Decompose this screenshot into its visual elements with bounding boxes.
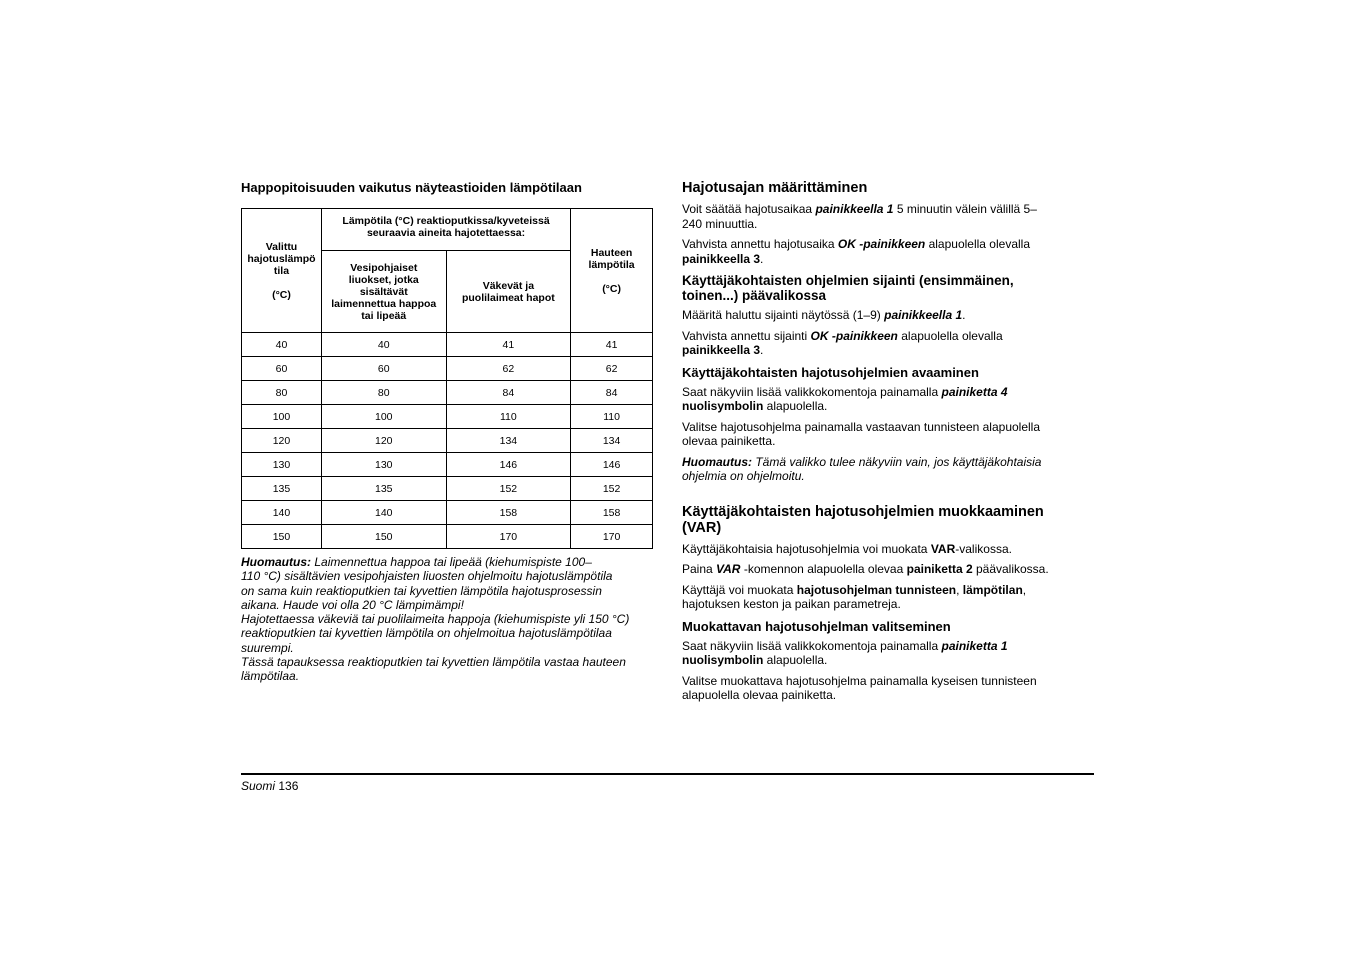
header-bath-temp: Hauteen lämpötila (°C)	[571, 209, 653, 333]
table-note: Huomautus: Laimennettua happoa tai lipeää (kiehumispiste 100– 110 °C) sisältävien vesipohjaisten liuosten ohjelmoitu hajotuslämpötila on sama kuin reaktioputkien tai kyvettien lämpötila hajotusprosessin aikana. Haude voi olla 20 °C lämpimämpi! Hajotettaessa väkeviä tai puolilaimeita happoja (kiehumispiste yli 150 °C) reaktioputkien tai kyvettien lämpötila on ohjelmoitua hajotuslämpötilaa suurempi. Tässä tapauksessa reaktioputkien tai kyvettien lämpötila vastaa hauteen lämpötilaa.	[241, 555, 630, 684]
paragraph: Saat näkyviin lisää valikkokomentoja painamalla painiketta 4 nuolisymbolin alapuolella.	[682, 384, 1008, 413]
section-title-open-programs: Käyttäjäkohtaisten hajotusohjelmien avaaminen	[682, 364, 979, 380]
footer-rule	[241, 773, 1094, 775]
section-title-digestion-time: Hajotusajan määrittäminen	[682, 180, 868, 196]
paragraph: Voit säätää hajotusaikaa painikkeella 1 5 minuutin välein välillä 5– 240 minuuttia.	[682, 202, 1037, 231]
table-row: 135 135 152 152	[242, 477, 653, 501]
paragraph: Määritä haluttu sijainti näytössä (1–9) painikkeella 1.	[682, 308, 966, 322]
paragraph: Käyttäjäkohtaisia hajotusohjelmia voi muokata VAR-valikossa.	[682, 541, 1012, 556]
page-number: 136	[278, 779, 299, 793]
table-row: 130 130 146 146	[242, 453, 653, 477]
table-row: 100 100 110 110	[242, 405, 653, 429]
header-selected-temp: Valittu hajotuslämpö tila (°C)	[242, 209, 322, 333]
footer-language: Suomi	[241, 779, 276, 793]
paragraph: Saat näkyviin lisää valikkokomentoja painamalla painiketta 1 nuolisymbolin alapuolella.	[682, 638, 1008, 667]
temperature-table	[241, 208, 653, 549]
note-paragraph: Huomautus: Tämä valikko tulee näkyviin vain, jos käyttäjäkohtaisia ohjelmia on ohjelmoitu.	[682, 454, 1042, 483]
paragraph: Paina VAR -komennon alapuolella olevaa painiketta 2 päävalikossa.	[682, 562, 1049, 576]
table-row: 80 80 84 84	[242, 381, 653, 405]
table-row: 60 60 62 62	[242, 357, 653, 381]
table-row: 40 40 41 41	[242, 333, 653, 357]
header-group: Lämpötila (°C) reaktioputkissa/kyveteissä seuraavia aineita hajotettaessa:	[321, 209, 570, 251]
table-row: 140 140 158 158	[242, 501, 653, 525]
right-column	[682, 180, 1087, 709]
table-row: 150 150 170 170	[242, 525, 653, 549]
header-water-based: Vesipohjaiset liuokset, jotka sisältävät laimennettua happoa tai lipeää	[321, 251, 446, 333]
section-title-select-program: Muokattavan hajotusohjelman valitseminen	[682, 618, 951, 634]
paragraph: Vahvista annettu sijainti OK -painikkeen alapuolella olevalla painikkeella 3.	[682, 328, 1003, 357]
table-title: Happopitoisuuden vaikutus näyteastioiden lämpötilaan	[241, 180, 582, 195]
paragraph: Käyttäjä voi muokata hajotusohjelman tunnisteen, lämpötilan, hajotuksen keston ja paikan parametreja.	[682, 582, 1027, 611]
header-concentrated-acids: Väkevät ja puolilaimeat hapot	[446, 251, 571, 333]
paragraph: Valitse muokattava hajotusohjelma painamalla kyseisen tunnisteen alapuolella olevaa painiketta.	[682, 673, 1037, 702]
footer	[241, 779, 298, 793]
paragraph: Valitse hajotusohjelma painamalla vastaavan tunnisteen alapuolella olevaa painiketta.	[682, 419, 1041, 448]
left-column	[241, 180, 653, 684]
paragraph: Vahvista annettu hajotusaika OK -painikkeen alapuolella olevalla painikkeella 3.	[682, 237, 1030, 266]
table-row: 120 120 134 134	[242, 429, 653, 453]
section-title-program-position: Käyttäjäkohtaisten ohjelmien sijainti (ensimmäinen, toinen...) päävalikossa	[682, 273, 1014, 303]
section-title-edit-programs: Käyttäjäkohtaisten hajotusohjelmien muokkaaminen (VAR)	[682, 503, 1044, 536]
